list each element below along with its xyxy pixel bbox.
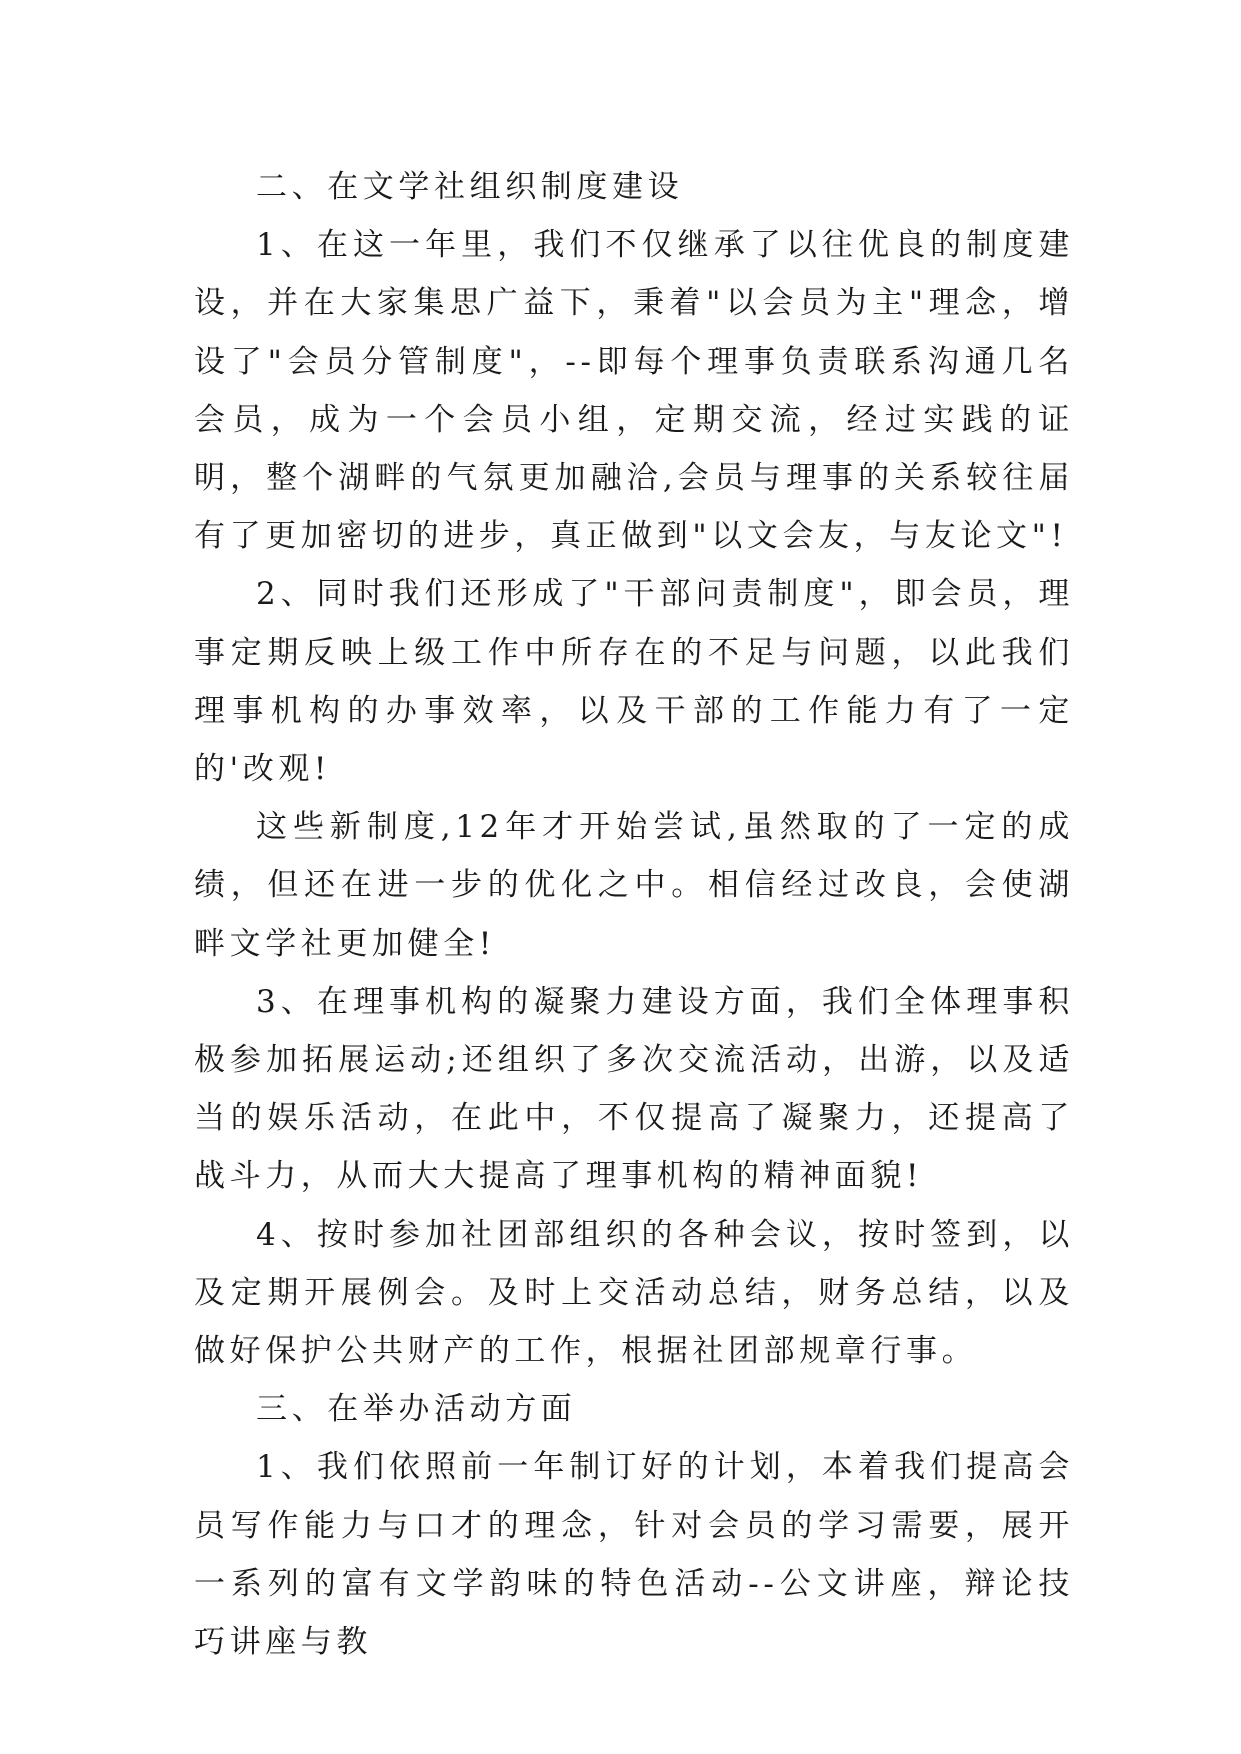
document-body [194, 158, 1074, 1671]
body-paragraph: 3、在理事机构的凝聚力建设方面，我们全体理事积极参加拓展运动;还组织了多次交流活动，出游，以及适当的娱乐活动，在此中，不仅提高了凝聚力，还提高了战斗力，从而大大提高了理事机构的精神面貌! [194, 983, 1074, 1195]
body-paragraph: 2、同时我们还形成了"干部问责制度"，即会员，理事定期反映上级工作中所存在的不足与问题，以此我们理事机构的办事效率，以及干部的工作能力有了一定的'改观! [194, 576, 1074, 788]
section-heading: 三、在举办活动方面 [256, 1391, 577, 1428]
body-paragraph: 这些新制度,12年才开始尝试,虽然取的了一定的成绩，但还在进一步的优化之中。相信经过改良，会使湖畔文学社更加健全! [194, 809, 1074, 962]
body-paragraph: 1、在这一年里，我们不仅继承了以往优良的制度建设，并在大家集思广益下，秉着"以会员为主"理念，增设了"会员分管制度"，--即每个理事负责联系沟通几名会员，成为一个会员小组，定期交流，经过实践的证明，整个湖畔的气氛更加融洽,会员与理事的关系较往届有了更加密切的进步，真正做到"以文会友，与友论文"! [194, 227, 1074, 555]
body-paragraph: 4、按时参加社团部组织的各种会议，按时签到，以及定期开展例会。及时上交活动总结，财务总结，以及做好保护公共财产的工作，根据社团部规章行事。 [194, 1216, 1074, 1370]
body-paragraph: 1、我们依照前一年制订好的计划，本着我们提高会员写作能力与口才的理念，针对会员的学习需要，展开一系列的富有文学韵味的特色活动--公文讲座，辩论技巧讲座与教 [194, 1449, 1074, 1661]
section-heading: 二、在文学社组织制度建设 [256, 169, 684, 205]
